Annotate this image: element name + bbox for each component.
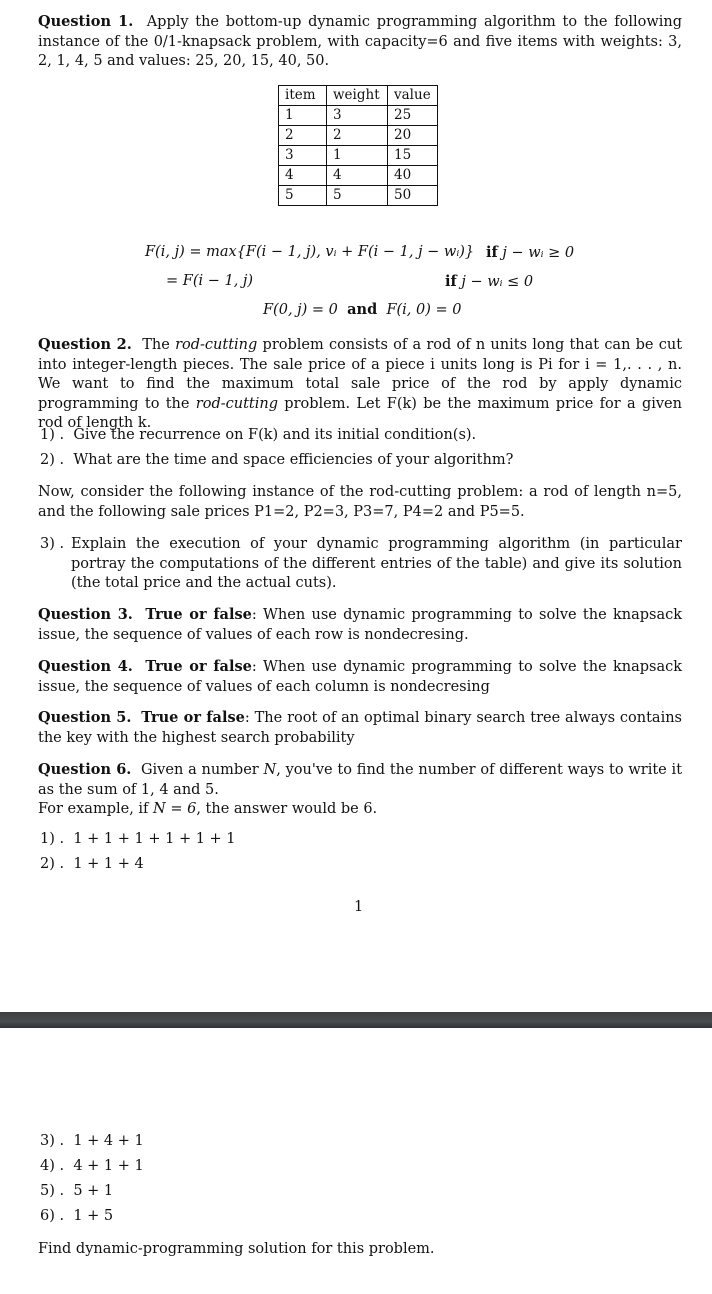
recurrence-line-2	[166, 273, 253, 289]
list-item	[40, 855, 144, 874]
table-cell: 4	[279, 166, 327, 186]
list-item-expr: 1 + 1 + 4	[73, 856, 144, 872]
list-item-expr: 5 + 1	[73, 1183, 114, 1199]
table-cell: 3	[279, 146, 327, 166]
question-2-heading: Question 2.	[38, 336, 132, 353]
question-3-heading: Question 3.	[38, 606, 133, 623]
list-item-expr: 1 + 5	[73, 1208, 114, 1224]
list-item-expr: 1 + 1 + 1 + 1 + 1 + 1	[73, 831, 236, 847]
list-item-number: 1) .	[40, 831, 65, 847]
table-cell: 1	[327, 146, 388, 166]
table-cell: 4	[327, 166, 388, 186]
question-3	[38, 605, 682, 645]
rod-cutting-instance	[38, 483, 682, 522]
list-item-number: 4) .	[40, 1158, 65, 1174]
list-item-number: 2) .	[40, 452, 65, 468]
final-instruction	[38, 1240, 682, 1260]
true-false-label: True or false	[145, 658, 252, 675]
table-cell: 5	[327, 186, 388, 206]
table-cell: 20	[388, 126, 438, 146]
list-item-number: 3) .	[40, 1133, 65, 1149]
recurrence-expr-1: F(i, j) = max{F(i − 1, j), vᵢ + F(i − 1, j − wᵢ)}	[145, 244, 475, 260]
document-page-2	[0, 1028, 712, 1294]
initial-condition-b: F(i, 0) = 0	[386, 302, 462, 318]
recurrence-cond-1-expr: j − wᵢ ≥ 0	[502, 245, 575, 261]
instance-text: Now, consider the following instance of the rod-cutting problem: a rod of length n=5, and the following sale prices P1=2, P2=3, P3=7, P4=2 and P5=5.	[38, 484, 682, 520]
list-item	[40, 1207, 113, 1226]
if-keyword: if	[445, 273, 457, 290]
example-equation: N = 6	[153, 801, 197, 817]
question-6-text-b: , you've to find the number of different ways to write it as the sum of 1, 4 and 5.	[38, 762, 683, 798]
recurrence-expr-2: = F(i − 1, j)	[166, 273, 254, 289]
list-item	[40, 535, 682, 594]
question-5-heading: Question 5.	[38, 709, 132, 726]
list-item-number: 1) .	[40, 427, 65, 443]
example-text-a: For example, if	[38, 801, 154, 817]
question-6-heading: Question 6.	[38, 761, 132, 778]
question-4-text: : When use dynamic programming to solve the knapsack issue, the sequence of values of each column is nondecresing	[38, 659, 682, 695]
question-4-heading: Question 4.	[38, 658, 133, 675]
table-cell: 15	[388, 146, 438, 166]
list-item-text: What are the time and space efficiencies of your algorithm?	[73, 452, 514, 468]
page-separator	[0, 1012, 712, 1028]
list-item-expr: 4 + 1 + 1	[73, 1158, 144, 1174]
true-false-label: True or false	[141, 709, 245, 726]
page-number: 1	[354, 899, 364, 915]
question-2	[38, 335, 682, 434]
question-2-text-c: problem. Let F(k) be the maximum price for a given rod of length k.	[38, 395, 682, 431]
list-item	[40, 1157, 144, 1176]
list-item-text: Give the recurrence on F(k) and its initial condition(s).	[73, 427, 477, 443]
question-6	[38, 760, 682, 820]
list-item	[40, 426, 476, 445]
question-5	[38, 708, 682, 748]
table-cell: 40	[388, 166, 438, 186]
list-item	[40, 1182, 113, 1201]
table-row	[279, 166, 438, 186]
table-cell: 50	[388, 186, 438, 206]
question-5-text: : The root of an optimal binary search tree always contains the key with the highest search probability	[38, 710, 682, 746]
table-cell: 2	[327, 126, 388, 146]
recurrence-cond-2-expr: j − wᵢ ≤ 0	[461, 274, 534, 290]
table-header-row	[279, 86, 438, 106]
question-2-emphasis: rod-cutting	[195, 395, 278, 412]
list-item-expr: 1 + 4 + 1	[73, 1133, 144, 1149]
recurrence-cond-2	[445, 273, 533, 290]
list-item	[40, 830, 236, 849]
variable-n: N	[263, 762, 277, 778]
table-header-cell: value	[388, 86, 438, 106]
and-keyword: and	[347, 301, 378, 318]
question-3-text: : When use dynamic programming to solve the knapsack issue, the sequence of values of each row is nondecresing.	[38, 607, 682, 643]
knapsack-table	[278, 85, 438, 206]
table-cell: 5	[279, 186, 327, 206]
table-row	[279, 106, 438, 126]
question-4	[38, 657, 682, 697]
true-false-label: True or false	[145, 606, 252, 623]
list-item-text: Explain the execution of your dynamic programming algorithm (in particular portray the computations of the different entries of the table) and give its solution (the total price and the actual cuts).	[71, 536, 682, 591]
initial-conditions	[263, 301, 462, 318]
table-header-cell: item	[279, 86, 327, 106]
list-item-number: 6) .	[40, 1208, 65, 1224]
question-1-heading: Question 1.	[38, 13, 134, 30]
table-cell: 25	[388, 106, 438, 126]
list-item	[40, 1132, 144, 1151]
recurrence-line-1	[145, 244, 474, 260]
table-header-cell: weight	[327, 86, 388, 106]
question-6-text-a: Given a number	[140, 762, 264, 778]
table-cell: 3	[327, 106, 388, 126]
question-1	[38, 12, 682, 72]
question-2-text-a: The	[142, 337, 176, 353]
question-2-text-b: problem consists of a rod of n units long that can be cut into integer-length pieces. The sale price of a piece i units long is Pi for i = 1,. . . , n. We want to find the maximum total sale price of the rod by apply dynamic programming to the	[38, 337, 683, 412]
table-cell: 1	[279, 106, 327, 126]
question-1-text: Apply the bottom-up dynamic programming algorithm to the following instance of the 0/1-knapsack problem, with capacity=6 and five items with weights: 3, 2, 1, 4, 5 and values: 25, 20, 15, 40, 50.	[38, 14, 682, 69]
if-keyword: if	[486, 244, 498, 261]
recurrence-cond-1	[486, 244, 574, 261]
table-row	[279, 126, 438, 146]
initial-condition-a: F(0, j) = 0	[263, 302, 338, 318]
list-item-number: 2) .	[40, 856, 65, 872]
final-instruction-text: Find dynamic-programming solution for this problem.	[38, 1241, 435, 1257]
list-item-number: 3) .	[40, 536, 65, 552]
list-item	[40, 451, 513, 470]
example-text-b: , the answer would be 6.	[196, 801, 378, 817]
list-item-number: 5) .	[40, 1183, 65, 1199]
table-row	[279, 146, 438, 166]
table-row	[279, 186, 438, 206]
question-2-emphasis: rod-cutting	[175, 337, 258, 353]
table-cell: 2	[279, 126, 327, 146]
